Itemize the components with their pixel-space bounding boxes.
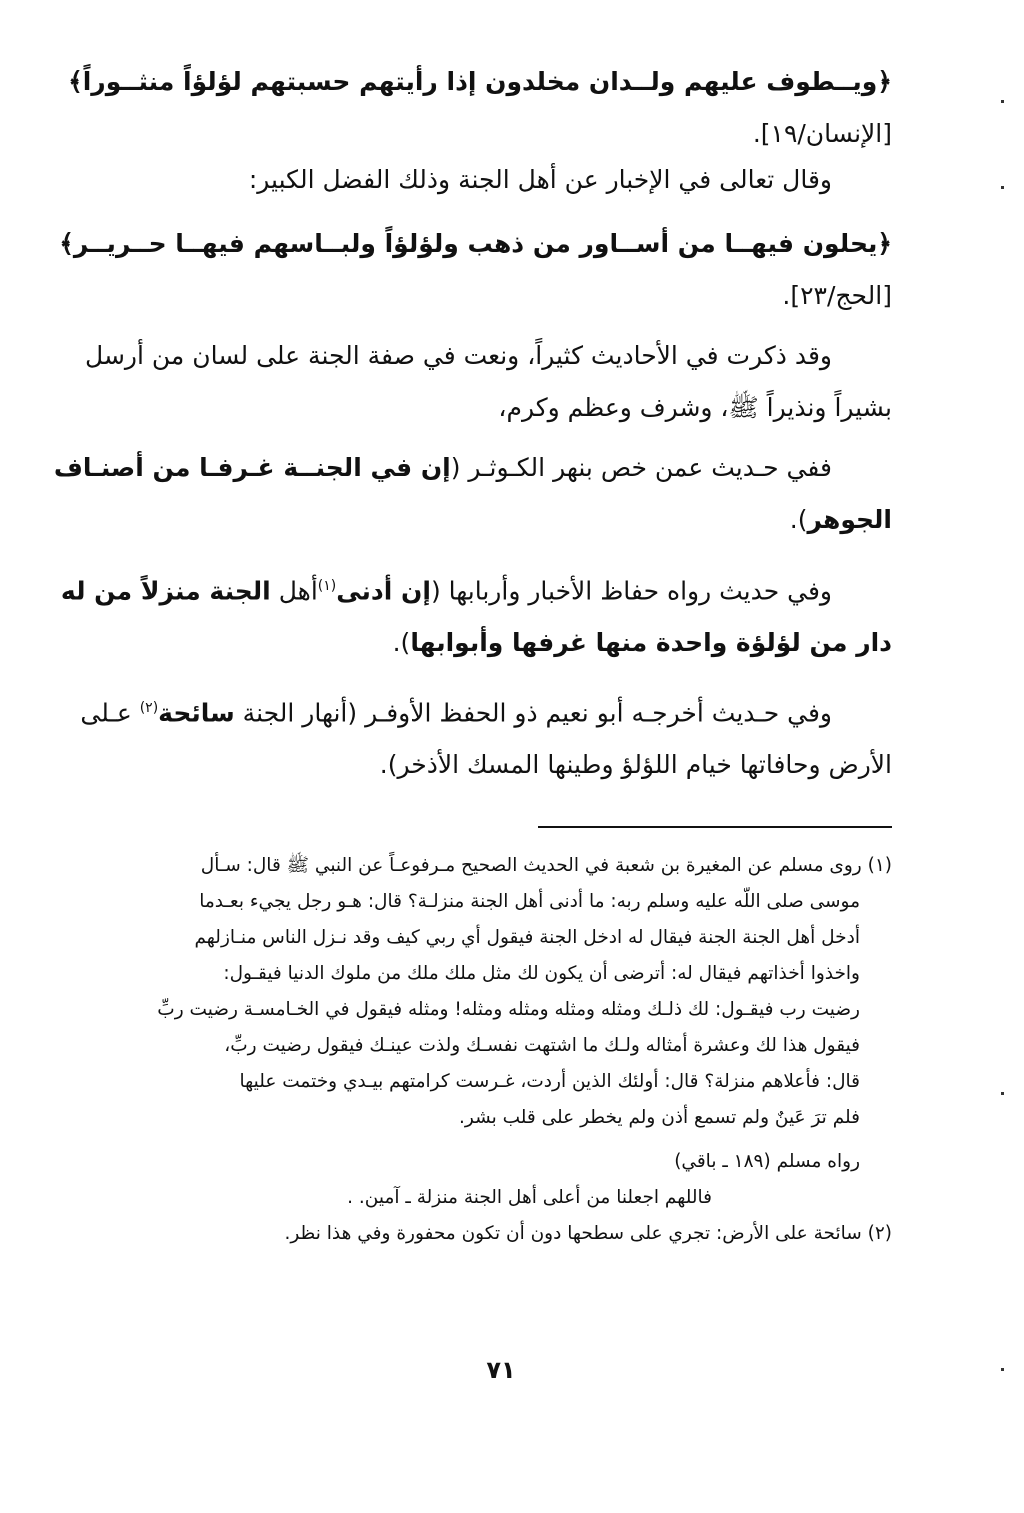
footnote-line: (٢) سائحة على الأرض: تجري على سطحها دون أن تكون محفورة وفي هذا نظر. <box>284 1223 892 1244</box>
verse-text: ﴿ويــطوف عليهم ولــدان مخلدون إذا رأيتهم حسبتهم لؤلؤاً منثــوراً﴾ <box>68 67 892 96</box>
hadith-text: الجنة منزلاً من له <box>60 576 271 606</box>
paragraph-line <box>53 442 892 494</box>
kawthar-paragraph <box>53 442 892 546</box>
book-page <box>53 0 892 1513</box>
scan-margin-mark <box>1001 1368 1004 1371</box>
footnote-marker[interactable]: (٢) <box>139 700 159 716</box>
intro-paragraph <box>110 154 892 206</box>
footnote-2 <box>110 1216 892 1252</box>
hadith-text: إن أدنى <box>336 576 431 606</box>
page-number: ٧١ <box>486 1356 516 1384</box>
scan-margin-mark <box>1001 100 1004 103</box>
hadith-text: دار من لؤلؤة واحدة منها غرفها وأبوابها <box>410 628 892 658</box>
footnote-line: رضيت رب فيقـول: لك ذلـك ومثله ومثله ومثله ومثله! ومثله فيقول في الخـامسـة رضيت ربِّ <box>157 999 860 1020</box>
verse-reference: [الحج/٢٣]. <box>782 281 892 310</box>
hadith-text: سائحة <box>158 698 235 728</box>
footnotes-section <box>110 848 892 1252</box>
paragraph-line: وقد ذكرت في الأحاديث كثيراً، ونعت في صفة الجنة على لسان من أرسل <box>85 341 832 370</box>
plain-text: عـلى <box>80 698 140 728</box>
footnote-line: أدخل أهل الجنة الجنة فيقال له ادخل الجنة فيقول أي ربي كيف وقد نـزل الناس منـازلهم <box>194 927 860 948</box>
abu-nuaym-paragraph <box>80 682 892 791</box>
scan-margin-mark <box>1001 186 1004 189</box>
plain-text: وفي حديث رواه حفاظ الأخبار وأربابها ( <box>430 576 832 606</box>
hadith-text: الجوهر <box>807 505 892 534</box>
plain-text: ). <box>789 505 808 534</box>
footnote-line: فيقول هذا لك وعشرة أمثاله ولـك ما اشتهت نفسـك ولذت عينـك فيقول رضيت ربِّ، <box>224 1035 860 1056</box>
paragraph-line <box>60 560 892 617</box>
footnote-1 <box>110 848 892 1216</box>
hadith-intro-paragraph <box>85 330 892 434</box>
footnote-divider <box>538 826 892 828</box>
footnote-line: قال: فأعلاهم منزلة؟ قال: أولئك الذين أردت، غـرست كرامتهم بيـدي وختمت عليها <box>239 1071 860 1092</box>
plain-text: ففي حـديث عمن خص بنهر الكـوثـر ( <box>450 453 832 482</box>
footnote-line: واخذوا أخذاتهم فيقال له: أترضى أن يكون لك مثل ملك ملك من ملوك الدنيا فيقـول: <box>223 963 860 984</box>
paragraph-line <box>80 682 892 739</box>
scan-margin-mark <box>1001 1092 1004 1095</box>
plain-text: وفي حـديث أخرجـه أبو نعيم ذو الحفظ الأوفـر (أنهار الجنة <box>234 698 832 728</box>
paragraph-line <box>110 617 892 669</box>
paragraph-line: بشيراً ونذيراً ﷺ، وشرف وعظم وكرم، <box>498 393 892 422</box>
paragraph-line: الأرض وحافاتها خيام اللؤلؤ وطينها المسك الأذخر). <box>379 750 892 780</box>
lowest-rank-paragraph <box>60 560 892 669</box>
quran-verse-hajj <box>59 218 892 322</box>
plain-text: أهل <box>278 576 318 606</box>
footnote-source: رواه مسلم (١٨٩ ـ باقي) <box>674 1151 860 1172</box>
footnote-marker[interactable]: (١) <box>317 578 337 594</box>
plain-text: ). <box>392 628 411 658</box>
verse-text: ﴿يحلون فيهــا من أســاور من ذهب ولؤلؤاً ولبــاسهم فيهــا حــريــر﴾ <box>59 229 892 258</box>
quran-verse-insan <box>68 56 892 160</box>
verse-reference: [الإنسان/١٩]. <box>752 119 892 148</box>
intro-text: وقال تعالى في الإخبار عن أهل الجنة وذلك الفضل الكبير: <box>248 165 832 194</box>
footnote-line: (١) روى مسلم عن المغيرة بن شعبة في الحديث الصحيح مـرفوعـاً عن النبي ﷺ قال: سـأل <box>200 855 892 876</box>
footnote-line: فلم ترَ عَينٌ ولم تسمع أذن ولم يخطر على قلب بشر. <box>458 1107 860 1128</box>
hadith-text: إن في الجنــة غـرفـا من أصنـاف <box>53 453 451 482</box>
footnote-prayer: فاللهم اجعلنا من أعلى أهل الجنة منزلة ـ آمين. . <box>347 1187 712 1208</box>
footnote-line: موسى صلى اللّه عليه وسلم ربه: ما أدنى أهل الجنة منزلـة؟ قال: هـو رجل يجيء بعـدما <box>199 891 860 912</box>
paragraph-line <box>110 494 892 546</box>
